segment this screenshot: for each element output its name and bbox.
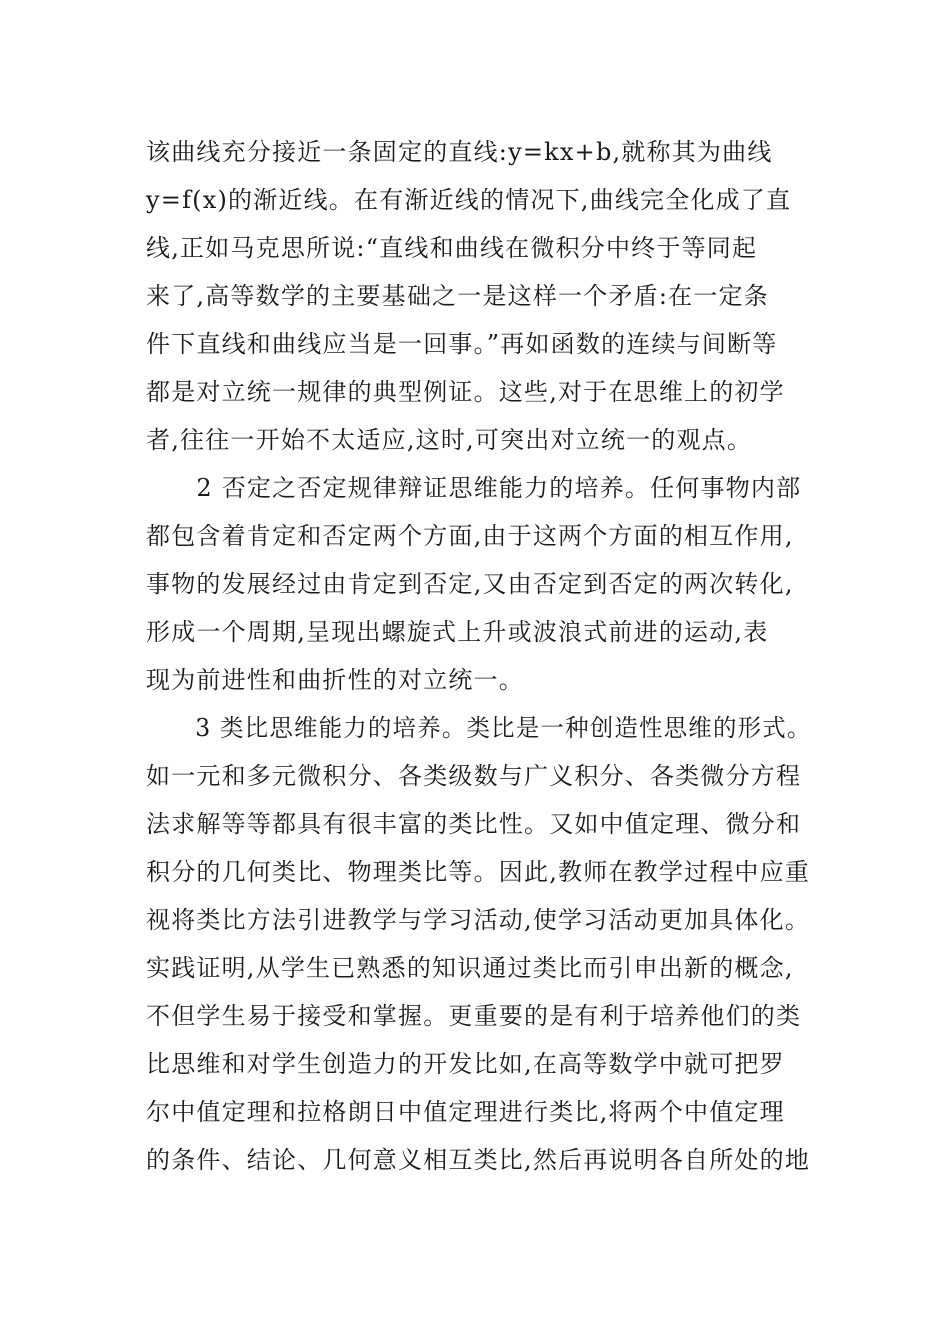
text-line: 积分的几何类比、物理类比等。因此,教师在教学过程中应重	[146, 858, 811, 886]
text-line: 该曲线充分接近一条固定的直线:y=kx+b,就称其为曲线	[146, 138, 773, 166]
text-line: 如一元和多元微积分、各类级数与广义积分、各类微分方程	[146, 762, 802, 790]
text-line: 尔中值定理和拉格朗日中值定理进行类比,将两个中值定理	[146, 1098, 785, 1126]
text-line: 视将类比方法引进教学与学习活动,使学习活动更加具体化。	[146, 906, 811, 934]
text-line: 实践证明,从学生已熟悉的知识通过类比而引申出新的概念,	[146, 954, 794, 982]
text-line: 事物的发展经过由肯定到否定,又由否定到否定的两次转化,	[146, 570, 794, 598]
text-line: 法求解等等都具有很丰富的类比性。又如中值定理、微分和	[146, 810, 802, 838]
text-line: 比思维和对学生创造力的开发比如,在高等数学中就可把罗	[146, 1050, 785, 1078]
paragraph-start-line: 2 否定之否定规律辩证思维能力的培养。任何事物内部	[146, 474, 802, 502]
text-line: y=f(x)的渐近线。在有渐近线的情况下,曲线完全化成了直	[146, 186, 792, 214]
text-line: 都包含着肯定和否定两个方面,由于这两个方面的相互作用,	[146, 522, 794, 550]
text-line: 都是对立统一规律的典型例证。这些,对于在思维上的初学	[146, 378, 785, 406]
text-line: 现为前进性和曲折性的对立统一。	[146, 666, 524, 694]
text-line: 来了,高等数学的主要基础之一是这样一个矛盾:在一定条	[146, 282, 769, 310]
text-line: 形成一个周期,呈现出螺旋式上升或波浪式前进的运动,表	[146, 618, 769, 646]
text-line: 不但学生易于接受和掌握。更重要的是有利于培养他们的类	[146, 1002, 802, 1030]
text-line: 件下直线和曲线应当是一回事。”再如函数的连续与间断等	[146, 330, 778, 358]
text-line: 的条件、结论、几何意义相互类比,然后再说明各自所处的地	[146, 1146, 811, 1174]
paragraph-start-line: 3 类比思维能力的培养。类比是一种创造性思维的形式。	[146, 714, 812, 742]
text-line: 者,往往一开始不太适应,这时,可突出对立统一的观点。	[146, 426, 753, 454]
text-line: 线,正如马克思所说:“直线和曲线在微积分中终于等同起	[146, 234, 758, 262]
